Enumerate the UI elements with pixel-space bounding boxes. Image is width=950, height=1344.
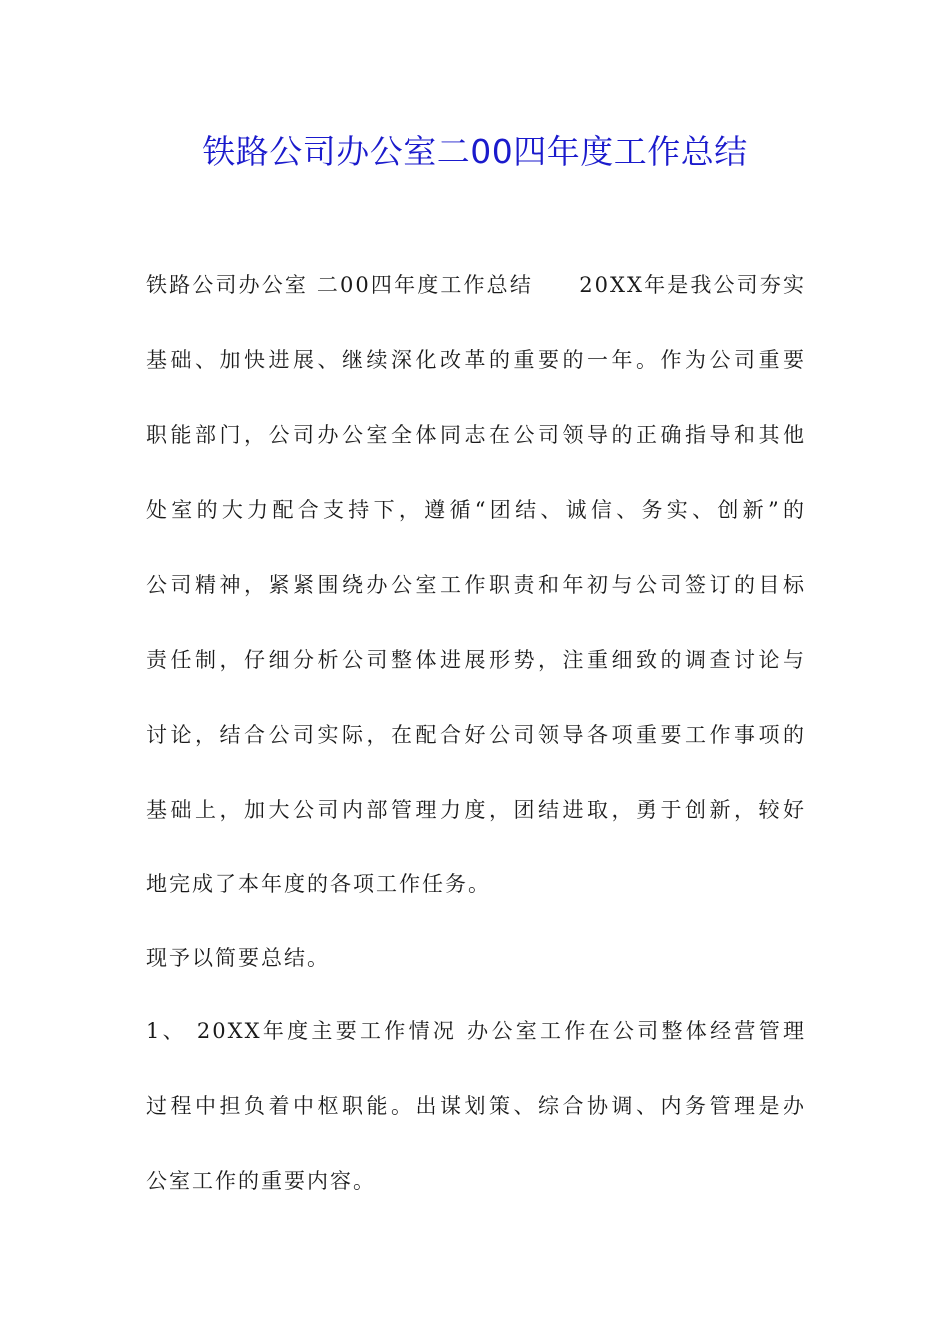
document-title: 铁路公司办公室二00四年度工作总结 (202, 132, 748, 171)
paragraph-line: 过程中担负着中枢职能。出谋划策、综合协调、内务管理是办 (146, 1094, 806, 1118)
paragraph-line: 现予以简要总结。 (146, 946, 330, 970)
paragraph-line: 基础上，加大公司内部管理力度，团结进取，勇于创新，较好 (146, 798, 806, 822)
paragraph-line: 责任制，仔细分析公司整体进展形势，注重细致的调查讨论与 (146, 648, 806, 672)
paragraph-line: 铁路公司办公室 二00四年度工作总结 20XX年是我公司夯实 (146, 273, 806, 297)
paragraph-line: 基础、加快进展、继续深化改革的重要的一年。作为公司重要 (146, 348, 806, 372)
paragraph-line: 职能部门，公司办公室全体同志在公司领导的正确指导和其他 (146, 423, 806, 447)
paragraph-line: 处室的大力配合支持下，遵循“团结、诚信、务实、创新”的 (146, 498, 806, 522)
paragraph-line: 地完成了本年度的各项工作任务。 (146, 872, 491, 896)
paragraph-line: 讨论，结合公司实际，在配合好公司领导各项重要工作事项的 (146, 723, 806, 747)
paragraph-line: 1、 20XX年度主要工作情况 办公室工作在公司整体经营管理 (146, 1019, 806, 1043)
paragraph-line: 公室工作的重要内容。 (146, 1169, 376, 1193)
paragraph-line: 公司精神，紧紧围绕办公室工作职责和年初与公司签订的目标 (146, 573, 806, 597)
